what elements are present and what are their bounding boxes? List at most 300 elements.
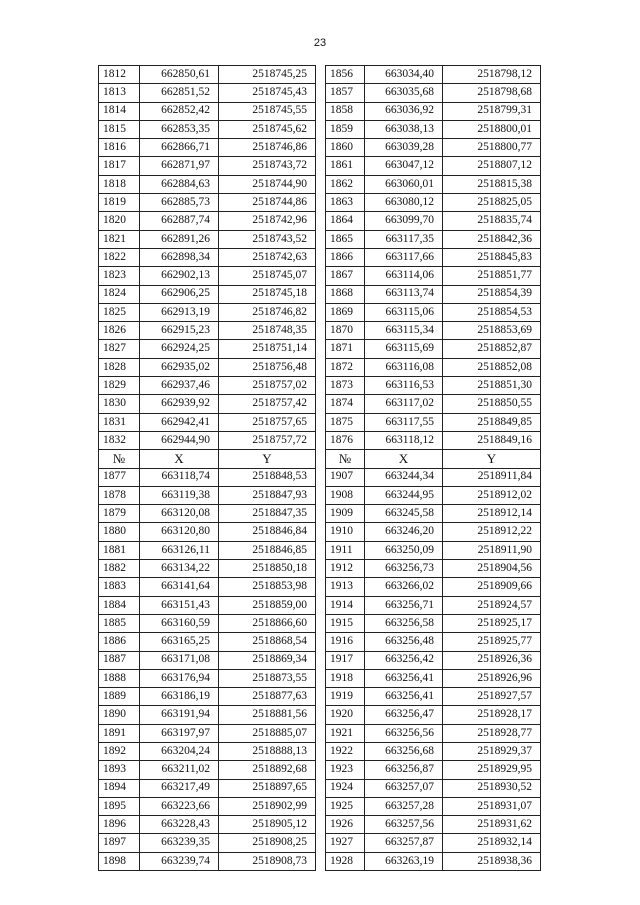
- y-coordinate: 2518798,12: [443, 66, 541, 84]
- point-number: 1921: [326, 724, 365, 742]
- point-number: 1885: [99, 614, 140, 632]
- y-coordinate: 2518751,14: [219, 340, 316, 358]
- x-coordinate: 663116,08: [365, 358, 443, 376]
- point-number: 1828: [99, 358, 140, 376]
- column-gap: [316, 541, 326, 559]
- table-row: [99, 486, 541, 504]
- column-gap: [316, 486, 326, 504]
- table-row: [99, 358, 541, 376]
- y-coordinate: 2518847,35: [219, 505, 316, 523]
- y-coordinate: 2518847,93: [219, 486, 316, 504]
- x-coordinate: 663239,74: [140, 852, 219, 870]
- y-coordinate: 2518881,56: [219, 706, 316, 724]
- point-number: 1869: [326, 303, 365, 321]
- point-number: 1824: [99, 285, 140, 303]
- x-coordinate: 663120,08: [140, 505, 219, 523]
- table-row: [99, 267, 541, 285]
- column-gap: [316, 523, 326, 541]
- x-coordinate: 663239,35: [140, 834, 219, 852]
- y-coordinate: 2518748,35: [219, 322, 316, 340]
- table-row: [99, 194, 541, 212]
- y-coordinate: 2518868,54: [219, 633, 316, 651]
- point-number: 1888: [99, 669, 140, 687]
- table-row: [99, 688, 541, 706]
- y-coordinate: 2518745,62: [219, 120, 316, 138]
- y-coordinate: 2518842,36: [443, 230, 541, 248]
- point-number: 1858: [326, 102, 365, 120]
- point-number: 1895: [99, 797, 140, 815]
- column-gap: [316, 706, 326, 724]
- y-coordinate: 2518877,63: [219, 688, 316, 706]
- table-row: [99, 669, 541, 687]
- y-coordinate: 2518742,63: [219, 248, 316, 266]
- point-number: 1821: [99, 230, 140, 248]
- point-number: 1880: [99, 523, 140, 541]
- x-coordinate: 662887,74: [140, 212, 219, 230]
- y-coordinate: 2518800,77: [443, 139, 541, 157]
- x-coordinate: 663217,49: [140, 779, 219, 797]
- y-coordinate: 2518866,60: [219, 614, 316, 632]
- y-coordinate: 2518908,73: [219, 852, 316, 870]
- table-row: [99, 651, 541, 669]
- point-number: 1816: [99, 139, 140, 157]
- x-coordinate: 663034,40: [365, 66, 443, 84]
- point-number: 1890: [99, 706, 140, 724]
- table-row: [99, 834, 541, 852]
- column-gap: [316, 303, 326, 321]
- y-coordinate: 2518849,16: [443, 431, 541, 449]
- y-coordinate: 2518908,25: [219, 834, 316, 852]
- column-gap: [316, 66, 326, 84]
- point-number: 1917: [326, 651, 365, 669]
- x-coordinate: 663256,56: [365, 724, 443, 742]
- column-gap: [316, 852, 326, 870]
- y-coordinate: 2518745,07: [219, 267, 316, 285]
- column-gap: [316, 120, 326, 138]
- column-gap: [316, 285, 326, 303]
- y-coordinate: 2518743,52: [219, 230, 316, 248]
- point-number: 1907: [326, 468, 365, 486]
- point-number: 1864: [326, 212, 365, 230]
- x-coordinate: 662939,92: [140, 395, 219, 413]
- y-coordinate: 2518851,77: [443, 267, 541, 285]
- point-number: 1910: [326, 523, 365, 541]
- y-coordinate: 2518905,12: [219, 816, 316, 834]
- y-coordinate: 2518853,98: [219, 578, 316, 596]
- x-coordinate: 663244,95: [365, 486, 443, 504]
- table-row: [99, 742, 541, 760]
- point-number: 1927: [326, 834, 365, 852]
- header-num: №: [326, 450, 365, 468]
- x-coordinate: 662902,13: [140, 267, 219, 285]
- point-number: 1829: [99, 377, 140, 395]
- table-row: [99, 633, 541, 651]
- table-row: [99, 431, 541, 449]
- table-row: [99, 816, 541, 834]
- point-number: 1896: [99, 816, 140, 834]
- coordinates-table-body: [99, 66, 541, 871]
- point-number: 1892: [99, 742, 140, 760]
- y-coordinate: 2518815,38: [443, 175, 541, 193]
- point-number: 1887: [99, 651, 140, 669]
- y-coordinate: 2518835,74: [443, 212, 541, 230]
- point-number: 1915: [326, 614, 365, 632]
- header-y: Y: [219, 450, 316, 468]
- point-number: 1830: [99, 395, 140, 413]
- point-number: 1870: [326, 322, 365, 340]
- point-number: 1883: [99, 578, 140, 596]
- x-coordinate: 663246,20: [365, 523, 443, 541]
- x-coordinate: 663266,02: [365, 578, 443, 596]
- point-number: 1918: [326, 669, 365, 687]
- y-coordinate: 2518909,66: [443, 578, 541, 596]
- y-coordinate: 2518912,02: [443, 486, 541, 504]
- table-row: [99, 84, 541, 102]
- x-coordinate: 663080,12: [365, 194, 443, 212]
- table-row: [99, 413, 541, 431]
- y-coordinate: 2518888,13: [219, 742, 316, 760]
- column-gap: [316, 596, 326, 614]
- x-coordinate: 663160,59: [140, 614, 219, 632]
- point-number: 1923: [326, 761, 365, 779]
- column-gap: [316, 578, 326, 596]
- x-coordinate: 663117,55: [365, 413, 443, 431]
- table-row: [99, 102, 541, 120]
- point-number: 1898: [99, 852, 140, 870]
- x-coordinate: 663114,06: [365, 267, 443, 285]
- x-coordinate: 663119,38: [140, 486, 219, 504]
- column-gap: [316, 724, 326, 742]
- y-coordinate: 2518745,18: [219, 285, 316, 303]
- column-gap: [316, 322, 326, 340]
- y-coordinate: 2518852,87: [443, 340, 541, 358]
- x-coordinate: 662913,19: [140, 303, 219, 321]
- y-coordinate: 2518745,55: [219, 102, 316, 120]
- point-number: 1825: [99, 303, 140, 321]
- point-number: 1862: [326, 175, 365, 193]
- table-row: [99, 560, 541, 578]
- point-number: 1872: [326, 358, 365, 376]
- column-gap: [316, 267, 326, 285]
- x-coordinate: 663165,25: [140, 633, 219, 651]
- point-number: 1920: [326, 706, 365, 724]
- x-coordinate: 663256,58: [365, 614, 443, 632]
- x-coordinate: 662924,25: [140, 340, 219, 358]
- point-number: 1823: [99, 267, 140, 285]
- point-number: 1813: [99, 84, 140, 102]
- x-coordinate: 663257,87: [365, 834, 443, 852]
- y-coordinate: 2518926,96: [443, 669, 541, 687]
- x-coordinate: 663115,34: [365, 322, 443, 340]
- point-number: 1827: [99, 340, 140, 358]
- column-gap: [316, 742, 326, 760]
- x-coordinate: 663256,71: [365, 596, 443, 614]
- x-coordinate: 663115,69: [365, 340, 443, 358]
- column-gap: [316, 669, 326, 687]
- y-coordinate: 2518929,95: [443, 761, 541, 779]
- column-gap: [316, 248, 326, 266]
- x-coordinate: 662871,97: [140, 157, 219, 175]
- point-number: 1867: [326, 267, 365, 285]
- y-coordinate: 2518897,65: [219, 779, 316, 797]
- y-coordinate: 2518825,05: [443, 194, 541, 212]
- column-gap: [316, 377, 326, 395]
- point-number: 1878: [99, 486, 140, 504]
- table-row: [99, 395, 541, 413]
- y-coordinate: 2518798,68: [443, 84, 541, 102]
- y-coordinate: 2518930,52: [443, 779, 541, 797]
- y-coordinate: 2518938,36: [443, 852, 541, 870]
- column-gap: [316, 505, 326, 523]
- column-gap: [316, 779, 326, 797]
- header-x: X: [140, 450, 219, 468]
- point-number: 1919: [326, 688, 365, 706]
- table-row: [99, 578, 541, 596]
- table-row: [99, 724, 541, 742]
- y-coordinate: 2518932,14: [443, 834, 541, 852]
- column-gap: [316, 413, 326, 431]
- x-coordinate: 662906,25: [140, 285, 219, 303]
- x-coordinate: 662937,46: [140, 377, 219, 395]
- point-number: 1871: [326, 340, 365, 358]
- point-number: 1857: [326, 84, 365, 102]
- x-coordinate: 663035,68: [365, 84, 443, 102]
- x-coordinate: 663039,28: [365, 139, 443, 157]
- point-number: 1832: [99, 431, 140, 449]
- y-coordinate: 2518885,07: [219, 724, 316, 742]
- point-number: 1916: [326, 633, 365, 651]
- y-coordinate: 2518931,07: [443, 797, 541, 815]
- x-coordinate: 663197,97: [140, 724, 219, 742]
- header-x: X: [365, 450, 443, 468]
- x-coordinate: 662915,23: [140, 322, 219, 340]
- y-coordinate: 2518912,22: [443, 523, 541, 541]
- column-gap: [316, 651, 326, 669]
- coordinates-table: [98, 65, 541, 871]
- point-number: 1868: [326, 285, 365, 303]
- table-row: [99, 175, 541, 193]
- point-number: 1874: [326, 395, 365, 413]
- y-coordinate: 2518799,31: [443, 102, 541, 120]
- x-coordinate: 663036,92: [365, 102, 443, 120]
- table-row: [99, 248, 541, 266]
- column-gap: [316, 157, 326, 175]
- x-coordinate: 663186,19: [140, 688, 219, 706]
- y-coordinate: 2518846,85: [219, 541, 316, 559]
- x-coordinate: 663191,94: [140, 706, 219, 724]
- table-row: [99, 285, 541, 303]
- y-coordinate: 2518859,00: [219, 596, 316, 614]
- table-row: [99, 505, 541, 523]
- y-coordinate: 2518845,83: [443, 248, 541, 266]
- y-coordinate: 2518904,56: [443, 560, 541, 578]
- y-coordinate: 2518746,86: [219, 139, 316, 157]
- column-gap: [316, 194, 326, 212]
- column-gap: [316, 102, 326, 120]
- x-coordinate: 663116,53: [365, 377, 443, 395]
- point-number: 1897: [99, 834, 140, 852]
- table-row: [99, 230, 541, 248]
- point-number: 1914: [326, 596, 365, 614]
- column-gap: [316, 614, 326, 632]
- y-coordinate: 2518924,57: [443, 596, 541, 614]
- x-coordinate: 663223,66: [140, 797, 219, 815]
- table-row: [99, 797, 541, 815]
- y-coordinate: 2518929,37: [443, 742, 541, 760]
- point-number: 1879: [99, 505, 140, 523]
- x-coordinate: 663256,42: [365, 651, 443, 669]
- x-coordinate: 662935,02: [140, 358, 219, 376]
- table-row: [99, 157, 541, 175]
- column-gap: [316, 633, 326, 651]
- table-row: [99, 322, 541, 340]
- column-gap: [316, 816, 326, 834]
- page-number: 23: [313, 37, 327, 49]
- point-number: 1893: [99, 761, 140, 779]
- x-coordinate: 663171,08: [140, 651, 219, 669]
- point-number: 1882: [99, 560, 140, 578]
- x-coordinate: 662944,90: [140, 431, 219, 449]
- column-gap: [316, 212, 326, 230]
- point-number: 1863: [326, 194, 365, 212]
- x-coordinate: 663120,80: [140, 523, 219, 541]
- column-gap: [316, 358, 326, 376]
- y-coordinate: 2518846,84: [219, 523, 316, 541]
- point-number: 1909: [326, 505, 365, 523]
- y-coordinate: 2518851,30: [443, 377, 541, 395]
- y-coordinate: 2518869,34: [219, 651, 316, 669]
- y-coordinate: 2518757,65: [219, 413, 316, 431]
- x-coordinate: 662885,73: [140, 194, 219, 212]
- point-number: 1820: [99, 212, 140, 230]
- header-y: Y: [443, 450, 541, 468]
- y-coordinate: 2518925,17: [443, 614, 541, 632]
- point-number: 1873: [326, 377, 365, 395]
- point-number: 1822: [99, 248, 140, 266]
- column-gap: [316, 688, 326, 706]
- x-coordinate: 663250,09: [365, 541, 443, 559]
- y-coordinate: 2518911,90: [443, 541, 541, 559]
- x-coordinate: 663245,58: [365, 505, 443, 523]
- point-number: 1876: [326, 431, 365, 449]
- y-coordinate: 2518742,96: [219, 212, 316, 230]
- point-number: 1875: [326, 413, 365, 431]
- y-coordinate: 2518853,69: [443, 322, 541, 340]
- column-gap: [316, 450, 326, 468]
- y-coordinate: 2518873,55: [219, 669, 316, 687]
- x-coordinate: 663228,43: [140, 816, 219, 834]
- table-row: [99, 120, 541, 138]
- table-row: [99, 596, 541, 614]
- y-coordinate: 2518756,48: [219, 358, 316, 376]
- y-coordinate: 2518925,77: [443, 633, 541, 651]
- x-coordinate: 663151,43: [140, 596, 219, 614]
- y-coordinate: 2518800,01: [443, 120, 541, 138]
- table-row: [99, 340, 541, 358]
- y-coordinate: 2518927,57: [443, 688, 541, 706]
- x-coordinate: 662866,71: [140, 139, 219, 157]
- table-row: [99, 377, 541, 395]
- x-coordinate: 662898,34: [140, 248, 219, 266]
- column-gap: [316, 175, 326, 193]
- point-number: 1925: [326, 797, 365, 815]
- header-num: №: [99, 450, 140, 468]
- x-coordinate: 663257,56: [365, 816, 443, 834]
- x-coordinate: 662942,41: [140, 413, 219, 431]
- x-coordinate: 663256,87: [365, 761, 443, 779]
- point-number: 1911: [326, 541, 365, 559]
- column-gap: [316, 431, 326, 449]
- point-number: 1894: [99, 779, 140, 797]
- x-coordinate: 663118,74: [140, 468, 219, 486]
- table-row: [99, 541, 541, 559]
- table-row: [99, 761, 541, 779]
- x-coordinate: 663211,02: [140, 761, 219, 779]
- column-gap: [316, 834, 326, 852]
- x-coordinate: 663126,11: [140, 541, 219, 559]
- x-coordinate: 663204,24: [140, 742, 219, 760]
- point-number: 1814: [99, 102, 140, 120]
- y-coordinate: 2518926,36: [443, 651, 541, 669]
- x-coordinate: 663263,19: [365, 852, 443, 870]
- x-coordinate: 662884,63: [140, 175, 219, 193]
- table-row: [99, 303, 541, 321]
- x-coordinate: 662851,52: [140, 84, 219, 102]
- x-coordinate: 663118,12: [365, 431, 443, 449]
- table-row: [99, 139, 541, 157]
- x-coordinate: 663117,35: [365, 230, 443, 248]
- x-coordinate: 662853,35: [140, 120, 219, 138]
- y-coordinate: 2518757,72: [219, 431, 316, 449]
- y-coordinate: 2518757,02: [219, 377, 316, 395]
- y-coordinate: 2518745,43: [219, 84, 316, 102]
- table-row: [99, 66, 541, 84]
- point-number: 1913: [326, 578, 365, 596]
- x-coordinate: 663256,41: [365, 688, 443, 706]
- column-gap: [316, 395, 326, 413]
- x-coordinate: 663038,13: [365, 120, 443, 138]
- x-coordinate: 663117,66: [365, 248, 443, 266]
- point-number: 1866: [326, 248, 365, 266]
- x-coordinate: 662850,61: [140, 66, 219, 84]
- y-coordinate: 2518745,25: [219, 66, 316, 84]
- y-coordinate: 2518807,12: [443, 157, 541, 175]
- point-number: 1861: [326, 157, 365, 175]
- x-coordinate: 663113,74: [365, 285, 443, 303]
- column-gap: [316, 84, 326, 102]
- x-coordinate: 663256,73: [365, 560, 443, 578]
- point-number: 1924: [326, 779, 365, 797]
- point-number: 1815: [99, 120, 140, 138]
- table-row: [99, 614, 541, 632]
- y-coordinate: 2518757,42: [219, 395, 316, 413]
- y-coordinate: 2518911,84: [443, 468, 541, 486]
- column-gap: [316, 340, 326, 358]
- table-row: [99, 468, 541, 486]
- point-number: 1826: [99, 322, 140, 340]
- point-number: 1922: [326, 742, 365, 760]
- x-coordinate: 662852,42: [140, 102, 219, 120]
- column-gap: [316, 761, 326, 779]
- x-coordinate: 663060,01: [365, 175, 443, 193]
- point-number: 1817: [99, 157, 140, 175]
- point-number: 1886: [99, 633, 140, 651]
- point-number: 1908: [326, 486, 365, 504]
- point-number: 1889: [99, 688, 140, 706]
- x-coordinate: 663047,12: [365, 157, 443, 175]
- x-coordinate: 663244,34: [365, 468, 443, 486]
- x-coordinate: 663134,22: [140, 560, 219, 578]
